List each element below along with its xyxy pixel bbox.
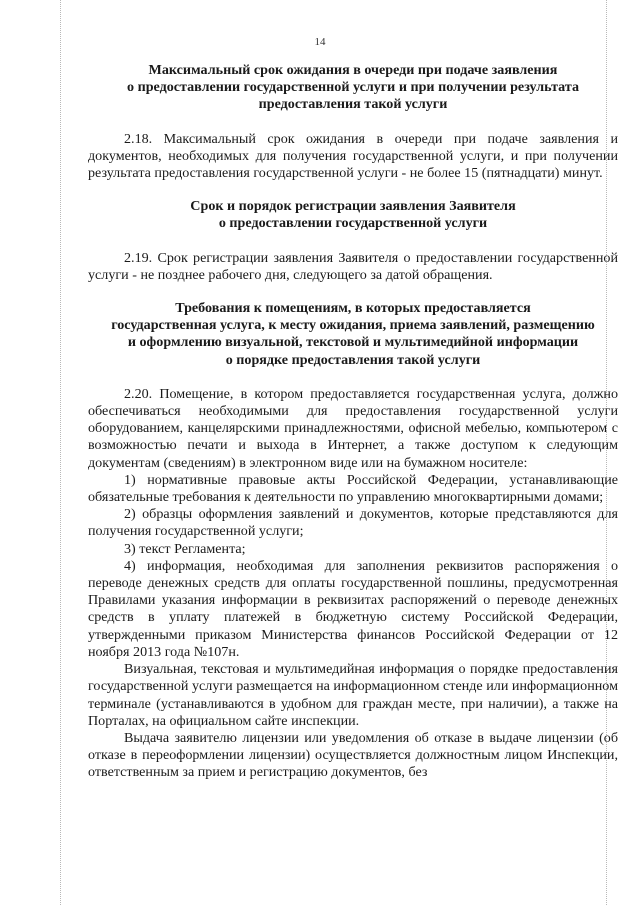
section-heading (88, 62, 618, 114)
page-number: 14 (314, 36, 326, 48)
heading-line: Максимальный срок ожидания в очереди при подаче заявления (148, 62, 558, 78)
section-heading (88, 300, 618, 369)
left-margin-line (60, 0, 61, 905)
heading-line: о предоставлении государственной услуги (218, 215, 488, 232)
heading-line: Срок и порядок регистрации заявления Заявителя (190, 198, 516, 215)
section-heading (88, 198, 618, 232)
paragraph-2-18: 2.18. Максимальный срок ожидания в очереди при подаче заявления и документов, необходимых для получения государственной услуги, и при получении результата предоставления государственной услуги - не более 15 (пятнадцати) минут. (88, 130, 618, 182)
list-item-3: 3) текст Регламента; (124, 540, 246, 557)
heading-line: о порядке предоставления такой услуги (225, 351, 481, 368)
heading-line: предоставления такой услуги (258, 96, 448, 113)
list-item-2: 2) образцы оформления заявлений и документов, которые представляются для получения государственной услуги; (88, 506, 618, 540)
paragraph-2-20: 2.20. Помещение, в котором предоставляется государственная услуга, должно обеспечиваться необходимыми для предоставления государственной услуги оборудованием, канцелярскими принадлежностями, офисной мебелью, компьютером с возможностью печати и выхода в Интернет, а также доступом к следующим документам (сведениям) в электронном виде или на бумажном носителе: (88, 385, 618, 471)
paragraph-visual-info: Визуальная, текстовая и мультимедийная информация о порядке предоставления государственной услуги размещается на информационном стенде или информационном терминале (устанавливаются в удобном для граждан месте, при наличии), а также на Порталах, на официальном сайте инспекции. (88, 661, 618, 729)
list-item-4: 4) информация, необходимая для заполнения реквизитов распоряжения о переводе денежных средств для оплаты государственной пошлины, предусмотренная Правилами указания информации в реквизитах распоряжений о переводе денежных средств в уплату платежей в бюджетную систему Российской Федерации, утвержденными приказом Министерства финансов Российской Федерации от 12 ноября 2013 года №107н. (88, 557, 618, 660)
paragraph-2-19: 2.19. Срок регистрации заявления Заявителя о предоставлении государственной услуги - не позднее рабочего дня, следующего за датой обращения. (88, 249, 618, 283)
paragraph-license-issue: Выдача заявителю лицензии или уведомления об отказе в выдаче лицензии (об отказе в переоформлении лицензии) осуществляется должностным лицом Инспекции, ответственным за прием и регистрацию документов, без (88, 729, 618, 781)
document-body (88, 62, 618, 782)
heading-line: государственная услуга, к месту ожидания, приема заявлений, размещению (111, 317, 595, 334)
heading-line: о предоставлении государственной услуги и при получении результата (127, 79, 579, 96)
heading-line: и оформлению визуальной, текстовой и мультимедийной информации (127, 334, 579, 351)
list-item-1: 1) нормативные правовые акты Российской Федерации, устанавливающие обязательные требования к деятельности по управлению многоквартирными домами; (88, 471, 618, 506)
heading-line: Требования к помещениям, в которых предоставляется (175, 300, 531, 317)
